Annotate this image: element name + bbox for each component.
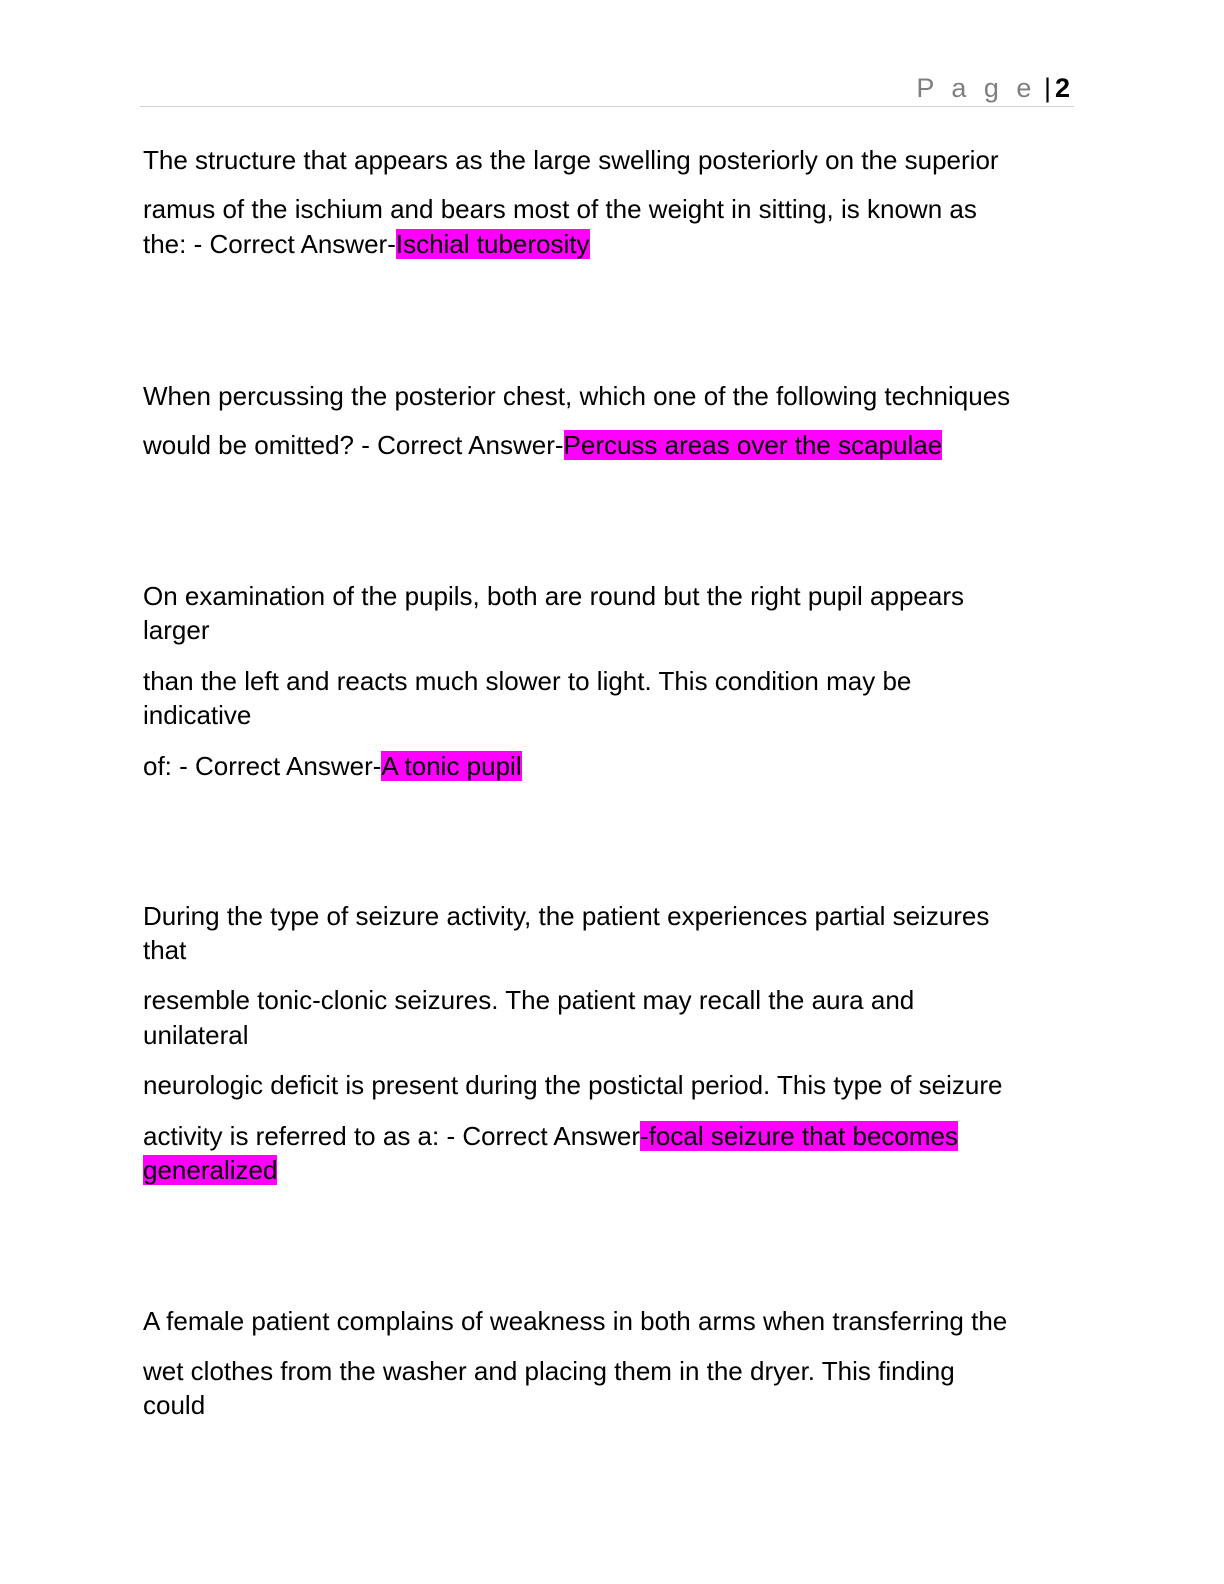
page-separator: | xyxy=(1043,73,1051,103)
question-4-answer-prefix: activity is referred to as a: - Correct Answer xyxy=(143,1121,641,1151)
question-4-answer: -focal seizure that becomes xyxy=(640,1121,958,1151)
question-1-answer: Ischial tuberosity xyxy=(395,229,590,259)
page-word: P a g e xyxy=(916,73,1037,103)
question-4-line-4: unilateral xyxy=(143,1020,249,1050)
question-3-line-3: than the left and reacts much slower to light. This condition may be xyxy=(143,666,912,696)
question-1-line-2: ramus of the ischium and bears most of the weight in sitting, is known as xyxy=(143,194,977,224)
question-3-answer-line xyxy=(143,749,522,783)
question-4-line-5: neurologic deficit is present during the postictal period. This type of seizure xyxy=(143,1070,1003,1100)
question-3-line-4: indicative xyxy=(143,700,252,730)
question-1-line-1: The structure that appears as the large swelling posteriorly on the superior xyxy=(143,145,999,175)
question-3-answer: A tonic pupil xyxy=(381,751,522,781)
question-2-answer: Percuss areas over the scapulae xyxy=(563,430,943,460)
question-2-answer-line xyxy=(143,428,942,462)
question-4-line-1: During the type of seizure activity, the patient experiences partial seizures xyxy=(143,901,990,931)
page-number-label xyxy=(916,72,1070,104)
question-2-line-1: When percussing the posterior chest, which one of the following techniques xyxy=(143,381,1011,411)
question-1-answer-prefix: the: - Correct Answer- xyxy=(143,229,396,259)
question-5-line-1: A female patient complains of weakness in both arms when transferring the xyxy=(143,1306,1008,1336)
question-4-answer-continued: generalized xyxy=(143,1155,278,1185)
question-3-line-1: On examination of the pupils, both are round but the right pupil appears xyxy=(143,581,964,611)
question-1-answer-line xyxy=(143,227,590,261)
question-5-line-2: wet clothes from the washer and placing them in the dryer. This finding xyxy=(143,1356,955,1386)
page-header xyxy=(140,70,1074,107)
question-3-line-2: larger xyxy=(143,615,210,645)
question-4-answer-line xyxy=(143,1119,958,1153)
question-4-line-3: resemble tonic-clonic seizures. The patient may recall the aura and xyxy=(143,985,915,1015)
page-number: 2 xyxy=(1054,73,1070,103)
question-3-answer-prefix: of: - Correct Answer- xyxy=(143,751,382,781)
question-2-answer-prefix: would be omitted? - Correct Answer- xyxy=(143,430,564,460)
question-4-line-2: that xyxy=(143,935,187,965)
question-4-answer-continued-line xyxy=(143,1153,277,1187)
question-5-line-3: could xyxy=(143,1390,206,1420)
